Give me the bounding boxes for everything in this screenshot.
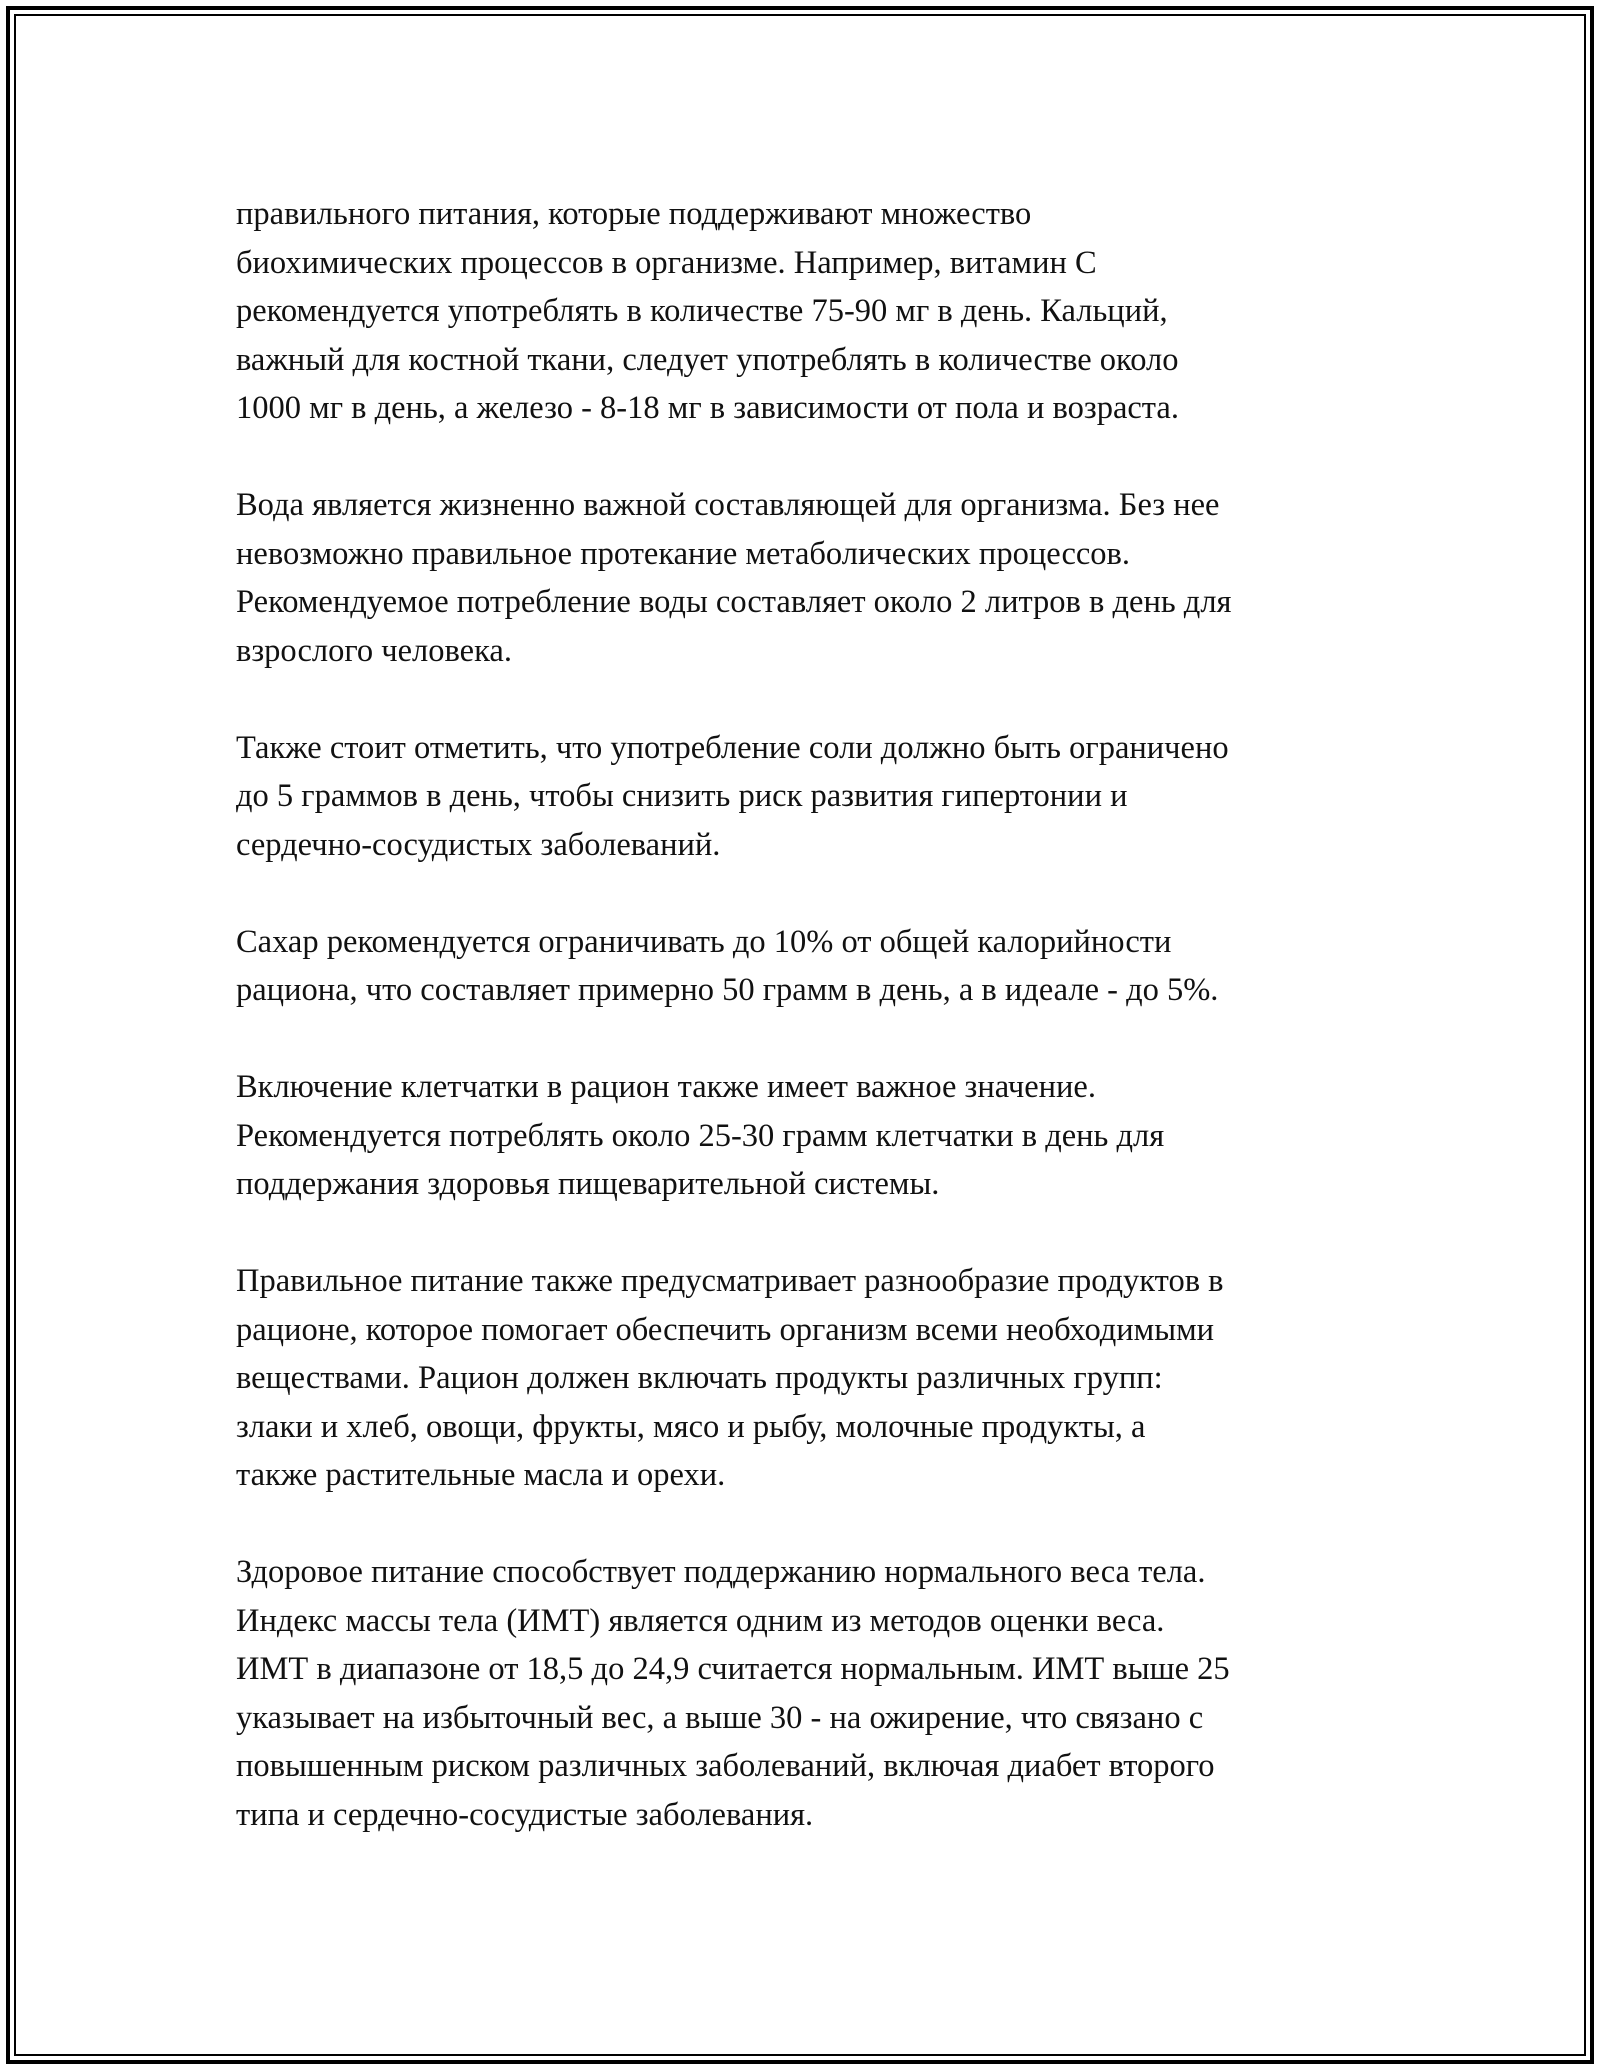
paragraph-micronutrients — [236, 190, 1386, 433]
text-line: Рекомендуемое потребление воды составляет около 2 литров в день для — [236, 584, 1232, 620]
text-line: ИМТ в диапазоне от 18,5 до 24,9 считается нормальным. ИМТ выше 25 — [236, 1651, 1230, 1687]
text-line: Сахар рекомендуется ограничивать до 10% от общей калорийности — [236, 923, 1172, 960]
text-line: повышенным риском различных заболеваний, включая диабет второго — [236, 1748, 1215, 1784]
document-body — [236, 190, 1386, 1839]
paragraph-diversity — [236, 1257, 1386, 1500]
paragraph-sugar — [236, 918, 1386, 1015]
text-line: злаки и хлеб, овощи, фрукты, мясо и рыбу, молочные продукты, а — [236, 1408, 1146, 1445]
text-line: Рекомендуется потреблять около 25-30 грамм клетчатки в день для — [236, 1117, 1165, 1154]
paragraph-bmi — [236, 1548, 1386, 1839]
text-line: также растительные масла и орехи. — [236, 1457, 726, 1493]
text-line: важный для костной ткани, следует употреблять в количестве около — [236, 341, 1179, 378]
text-line: рационе, которое помогает обеспечить организм всеми необходимыми — [236, 1311, 1215, 1348]
text-line: до 5 граммов в день, чтобы снизить риск развития гипертонии и — [236, 778, 1128, 814]
text-line: взрослого человека. — [236, 632, 512, 669]
text-line: 1000 мг в день, а железо - 8-18 мг в зависимости от пола и возраста. — [236, 390, 1179, 426]
text-line: типа и сердечно-сосудистые заболевания. — [236, 1796, 814, 1833]
text-line: Правильное питание также предусматривает разнообразие продуктов в — [236, 1263, 1224, 1299]
text-line: Индекс массы тела (ИМТ) является одним из методов оценки веса. — [236, 1602, 1165, 1639]
text-line: поддержания здоровья пищеварительной системы. — [236, 1166, 940, 1202]
text-line: невозможно правильное протекание метаболических процессов. — [236, 535, 1131, 572]
text-line: биохимических процессов в организме. Например, витамин С — [236, 244, 1097, 281]
text-line: Также стоит отметить, что употребление соли должно быть ограничено — [236, 729, 1229, 766]
paragraph-salt — [236, 724, 1386, 870]
text-line: сердечно-сосудистых заболеваний. — [236, 826, 721, 863]
text-line: рациона, что составляет примерно 50 грамм в день, а в идеале - до 5%. — [236, 972, 1219, 1008]
paragraph-fiber — [236, 1063, 1386, 1209]
paragraph-water — [236, 481, 1386, 675]
text-line: Здоровое питание способствует поддержанию нормального веса тела. — [236, 1554, 1206, 1590]
text-line: указывает на избыточный вес, а выше 30 - на ожирение, что связано с — [236, 1699, 1204, 1736]
text-line: правильного питания, которые поддерживают множество — [236, 196, 1032, 232]
text-line: веществами. Рацион должен включать продукты различных групп: — [236, 1360, 1163, 1396]
text-line: рекомендуется употреблять в количестве 75-90 мг в день. Кальций, — [236, 293, 1168, 329]
text-line: Вода является жизненно важной составляющей для организма. Без нее — [236, 487, 1220, 523]
text-line: Включение клетчатки в рацион также имеет важное значение. — [236, 1069, 1096, 1105]
